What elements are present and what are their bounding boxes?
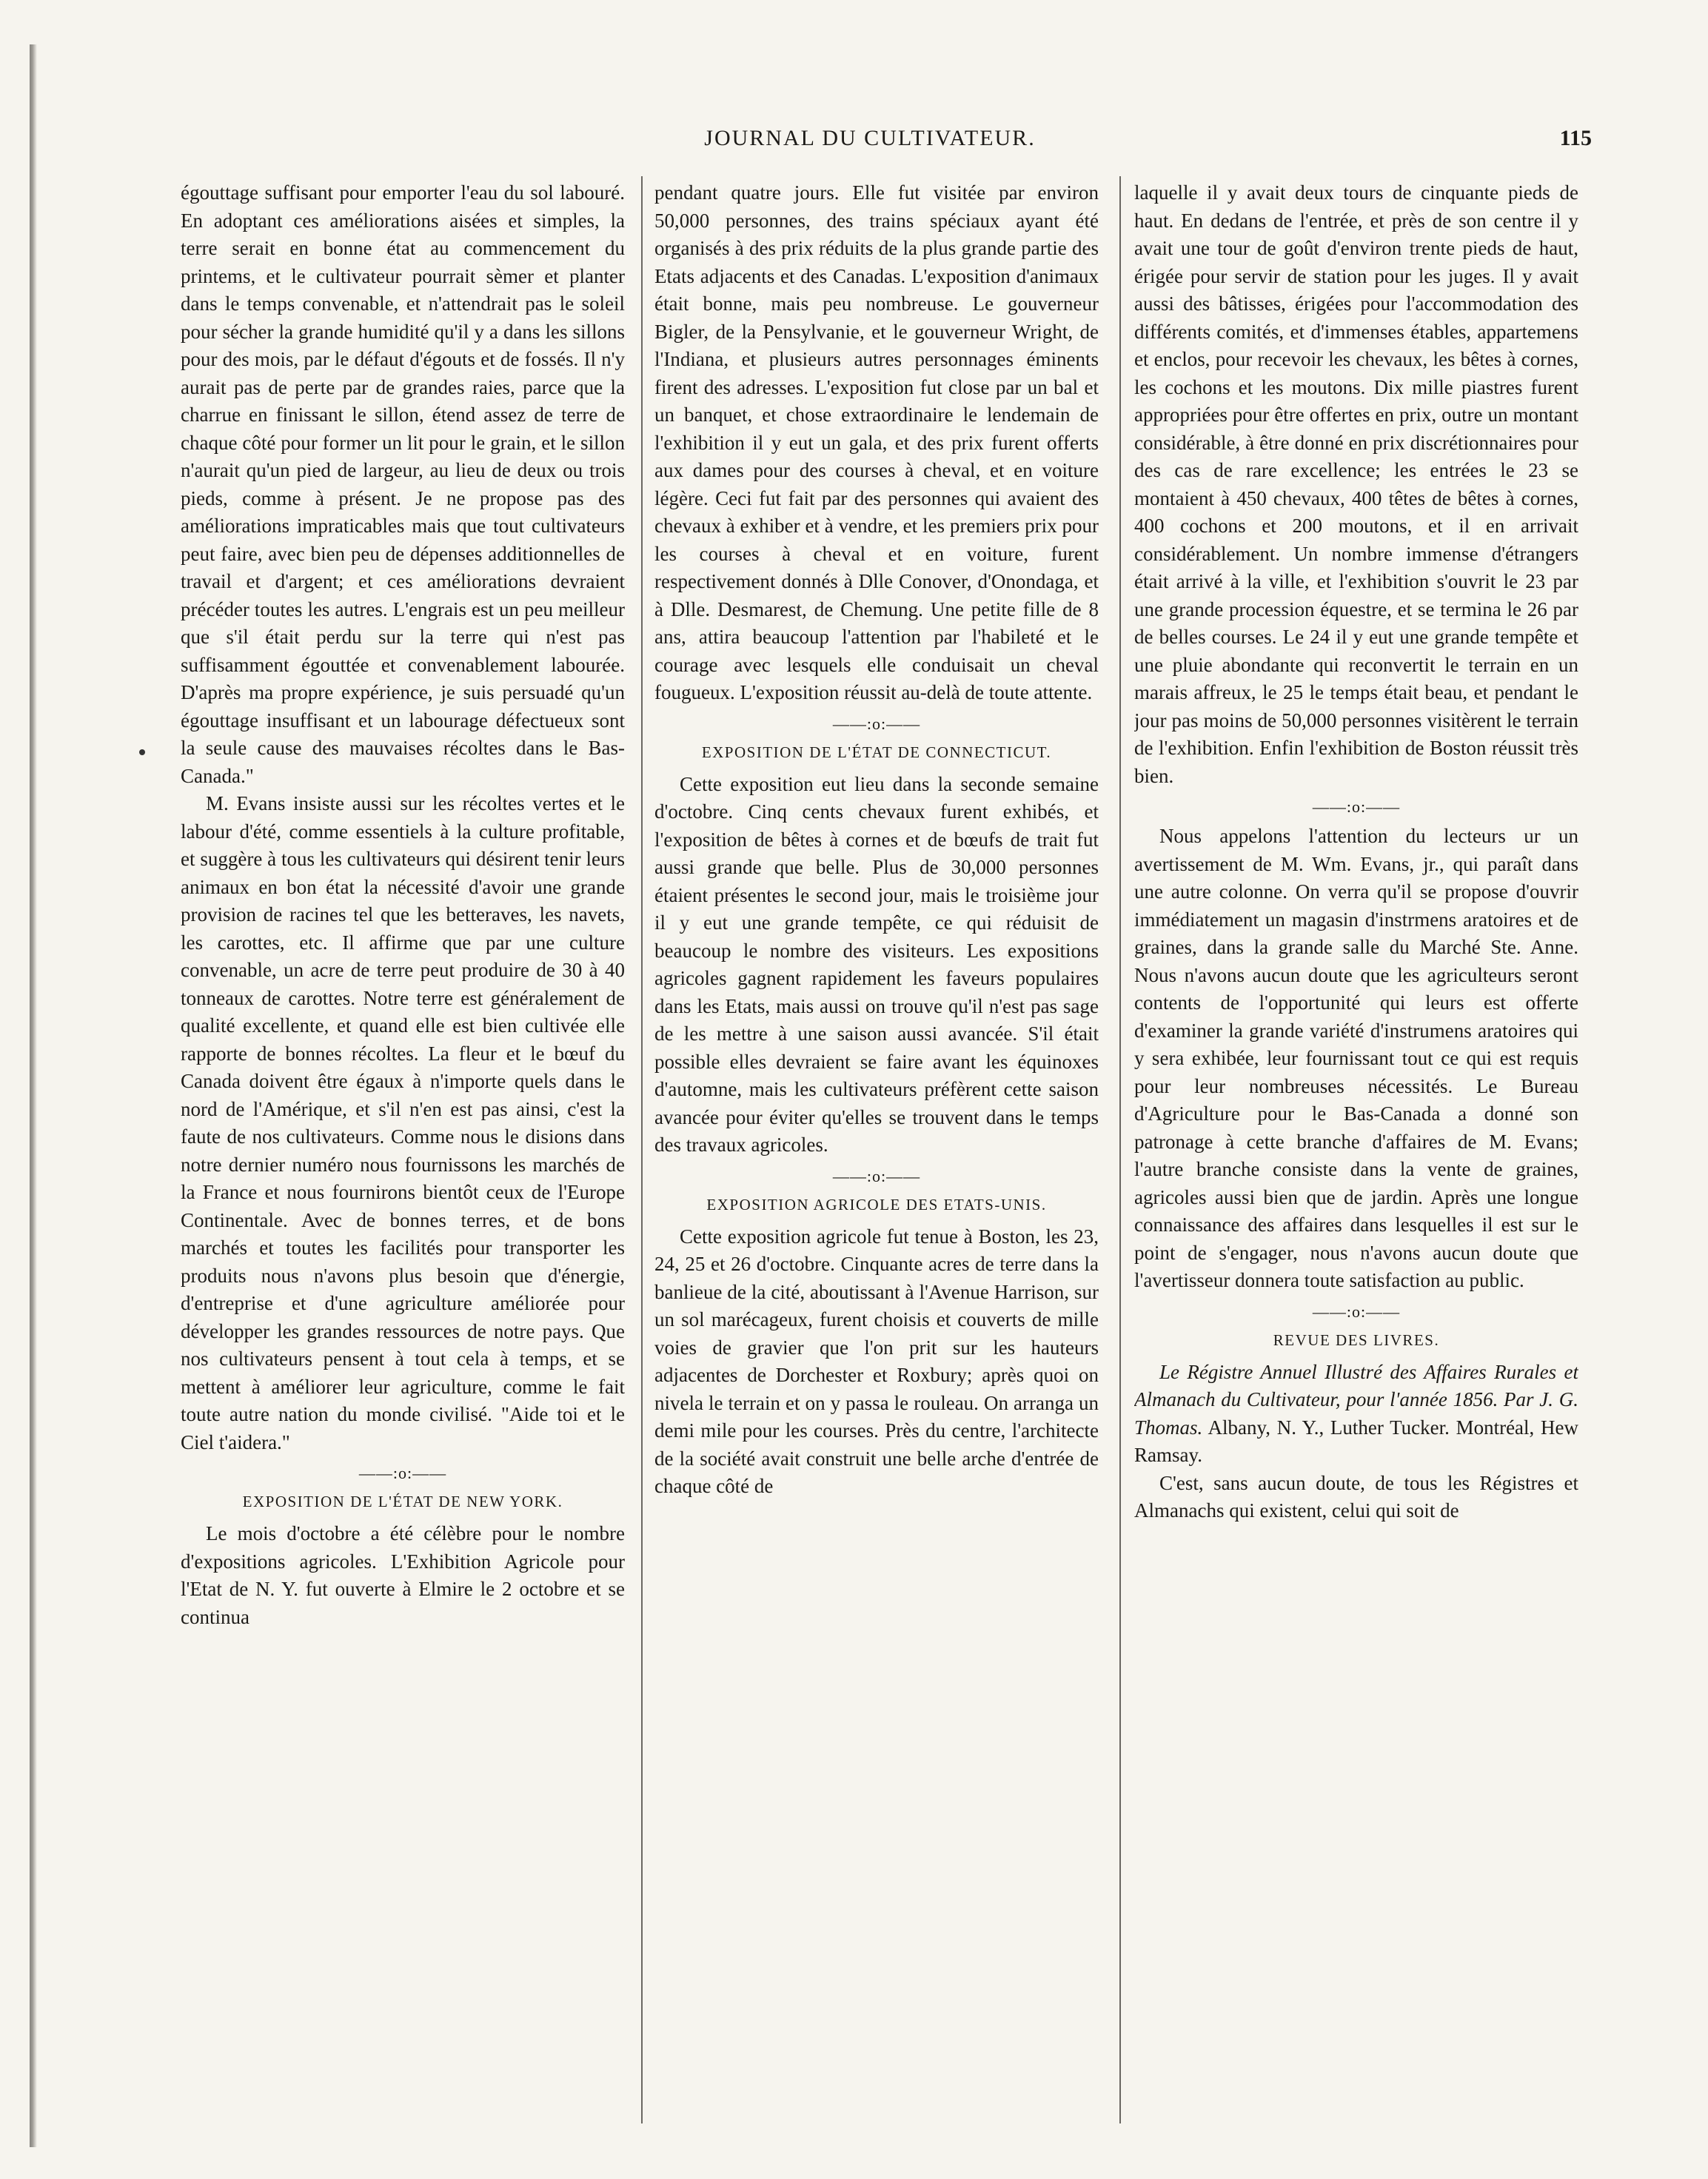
heading-new-york-exhibition: EXPOSITION DE L'ÉTAT DE NEW YORK. — [242, 1493, 563, 1510]
section-separator: ——:o:—— — [1312, 797, 1401, 816]
column-3 — [1134, 179, 1578, 2119]
heading-connecticut-exhibition: EXPOSITION DE L'ÉTAT DE CONNECTICUT. — [701, 743, 1052, 761]
paragraph-evans-advertisement: Nous appelons l'attention du lecteurs ur un avertissement de M. Wm. Evans, jr., qui paraît dans une autre colonne. On verra qu'il se propose d'ouvrir immédiatement un magasin d'instrmens aratoires et de graines, dans la grande salle du Marché Ste. Anne. Nous n'avons aucun doute que les agriculteurs seront contents de l'opportunité qui leurs est offerte d'examiner la grande variété d'instrumens aratoires qui y sera exhibée, leur fournissant tout ce qui est requis pour leur nombreuses nécessités. Le Bureau d'Agriculture pour le Bas-Canada a donné son patronage à cette branche d'affaires de M. Evans; l'autre branche consiste dans la vente de graines, agricoles aussi bien que de jardin. Après une longue connaissance des affaires dans lesquelles il est sur le point de s'engager, nous n'avons aucun doute que l'avertisseur donnera toute satisfaction au public. — [1134, 825, 1578, 1291]
heading-us-agricultural-exhibition: EXPOSITION AGRICOLE DES ETATS-UNIS. — [706, 1195, 1047, 1214]
section-separator: ——:o:—— — [1312, 1302, 1401, 1321]
page-binding-edge — [30, 44, 37, 2147]
paragraph-evans-crops: M. Evans insiste aussi sur les récoltes vertes et le labour d'été, comme essentiels à la culture profitable, et suggère à tous les cultivateurs qui désirent tenir leurs animaux en bon état la nécessité d'avoir une grande provision de racines tel que les betteraves, les navets, les carottes, etc. Il affirme que par une culture convenable, un acre de terre peut produire de 30 à 40 tonneaux de carottes. Notre terre est généralement de qualité excellente, et quand elle est bien cultivée elle rapporte de bonnes récoltes. La fleur et le bœuf du Canada doivent être égaux à n'importe quels dans le nord de l'Amérique, et s'il n'en est pas ainsi, c'est la faute de nos cultivateurs. Comme nous le disions dans notre dernier numéro nous fournissons les marchés de la France et nous fournirons bientôt ceux de l'Europe Continentale. Avec de bonnes terres, et de bons marchés et toutes les facilités pour transporter les produits nous n'avons plus besoin que d'énergie, d'entreprise et d'une agriculture améliorée pour développer les grandes ressources de notre pays. Que nos cultivateurs pensent à tout cela à temps, et se mettent à améliorer leur agriculture, comme le fait toute autre nation du monde civilisé. "Aide toi et le Ciel t'aidera." — [181, 792, 625, 1453]
ink-spot — [139, 749, 145, 755]
column-2 — [654, 179, 1099, 2119]
paragraph-new-york-exhibition: Le mois d'octobre a été célèbre pour le nombre d'expositions agricoles. L'Exhibition Agricole pour l'Etat de N. Y. fut ouverte à Elmire le 2 octobre et se continua — [181, 1522, 625, 1628]
column-rule-left — [641, 176, 643, 2123]
book-title: Le Régistre Annuel Illustré des Affaires Rurales et Almanach du Cultivateur, pour l'année 1856. Par J. G. Thomas. — [1134, 1360, 1578, 1439]
paragraph-new-york-continued: pendant quatre jours. Elle fut visitée par environ 50,000 personnes, des trains spéciaux ayant été organisés à des prix réduits de la plus grande partie des Etats adjacents et des Canadas. L'exposition d'animaux était bonne, mais peu nombreuse. Le gouverneur Bigler, de la Pensylvanie, et le gouverneur Wright, de l'Indiana, et plusieurs autres personnages éminents firent des adresses. L'exposition fut close par un bal et un banquet, et chose extraordinaire le lendemain de l'exhibition il y eut un gala, et des prix furent offerts aux dames pour des courses à cheval, et en voiture légère. Ceci fut fait par des personnes qui avaient des chevaux à exhiber et à vendre, et les premiers prix pour les courses à cheval et en voiture, furent respectivement donnés à Dlle Conover, d'Onondaga, et à Dlle. Desmarest, de Chemung. Une petite fille de 8 ans, attira beaucoup l'attention par l'habileté et le courage avec lesquels elle conduisait un cheval fougueux. L'exposition réussit au-delà de toute attente. — [654, 181, 1099, 703]
paragraph-book-review: C'est, sans aucun doute, de tous les Régistres et Almanachs qui existent, celui qui soit de — [1134, 1471, 1578, 1522]
paragraph-us-agricultural-exhibition: Cette exposition agricole fut tenue à Boston, les 23, 24, 25 et 26 d'octobre. Cinquante acres de terre dans la banlieue de la cité, aboutissant à l'Avenue Harrison, sur un sol marécageux, furent choisis et couverts de mille voies de gravier que l'on prit sur les hauteurs adjacentes de Dorchester et Roxbury; après quoi on nivela le terrain et on y passa le rouleau. On arranga un demi mile pour les courses. Près du centre, l'architecte de la société avait construit une belle arche d'entrée de chaque côté de — [654, 1225, 1099, 1497]
section-separator: ——:o:—— — [832, 1166, 921, 1185]
paragraph-boston-continued: laquelle il y avait deux tours de cinquante pieds de haut. En dedans de l'entrée, et près de son centre il y avait une tour de goût d'environ trente pieds de haut, érigée pour servir de station pour les juges. Il y avait aussi des bâtisses, érigées pour l'accommodation des différents comités, et d'immenses étables, appartemens et enclos, pour recevoir les chevaux, les bêtes à cornes, les cochons et les moutons. Dix mille piastres furent appropriées pour être offertes en prix, outre un montant considérable, à être donné en prix discrétionnaires pour des cas de rare excellence; les entrées le 23 se montaient à 450 chevaux, 400 têtes de bêtes à cornes, 400 cochons et 200 moutons, et il en arrivait considérablement. Un nombre immense d'étrangers était arrivé à la ville, et l'exhibition s'ouvrit le 23 par une grande procession équestre, et se termina le 26 par de belles courses. Le 24 il y eut une grande tempête et une pluie abondante qui reconvertit le terrain en un marais affreux, le 25 le temps était beau, et pendant le jour pas moins de 50,000 personnes visitèrent le terrain de l'exhibition. Enfin l'exhibition de Boston réussit très bien. — [1134, 181, 1578, 787]
section-separator: ——:o:—— — [358, 1464, 447, 1482]
heading-book-review: REVUE DES LIVRES. — [1273, 1331, 1440, 1349]
page-number: 115 — [1559, 126, 1592, 150]
running-title: JOURNAL DU CULTIVATEUR. — [704, 126, 1036, 150]
paragraph-drainage-continued: égouttage suffisant pour emporter l'eau du sol labouré. En adoptant ces améliorations aisées et simples, la terre serait en bonne état au commencement du printems, et le cultivateur pourrait sèmer et planter dans le temps convenable, et n'attendrait pas le soleil pour sécher la grande humidité qu'il y a dans les sillons pour des mois, par le défaut d'égouts et de fossés. Il n'y aurait pas de perte par de grandes raies, parce que la charrue en finissant le sillon, étend assez de terre de chaque côté pour former un lit pour le grain, et le sillon n'aurait qu'un pied de largeur, au lieu de deux ou trois pieds, comme à présent. Je ne propose pas des améliorations impraticables mais que tout cultivateurs peut faire, avec bien peu de dépenses additionnelles de travail et d'argent; et ces améliorations devraient précéder toutes les autres. L'engrais est un peu meilleur que s'il était perdu sur la terre qui n'est pas suffisamment égouttée et convenablement labourée. D'après ma propre expérience, je suis persuadé qu'un égouttage insuffisant et un labourage défectueux sont la seule cause des mauvaises récoltes dans le Bas-Canada." — [181, 181, 625, 787]
book-publisher: Albany, N. Y., Luther Tucker. Montréal, Hew Ramsay. — [1134, 1416, 1578, 1466]
section-separator: ——:o:—— — [832, 714, 921, 733]
book-citation — [1134, 1359, 1578, 1470]
page-header — [148, 126, 1592, 170]
paragraph-connecticut-exhibition: Cette exposition eut lieu dans la seconde semaine d'octobre. Cinq cents chevaux furent exhibés, et l'exposition de bêtes à cornes et de bœufs de trait fut aussi grande que belle. Plus de 30,000 personnes étaient présentes le second jour, mais le troisième jour il y eut une grande tempête, ce qui réduisit de beaucoup le nombre des visiteurs. Les expositions agricoles gagnent rapidement les faveurs populaires dans les Etats, mais aussi on trouve qu'il n'est pas sage de les mettre à une saison aussi avancée. S'il était possible elles devraient se faire avant les équinoxes d'automne, mais les cultivateurs préfèrent cette saison avancée pour éviter qu'elles se trouvent dans le temps des travaux agricoles. — [654, 772, 1099, 1156]
column-1 — [181, 179, 625, 2119]
column-rule-right — [1119, 176, 1121, 2123]
